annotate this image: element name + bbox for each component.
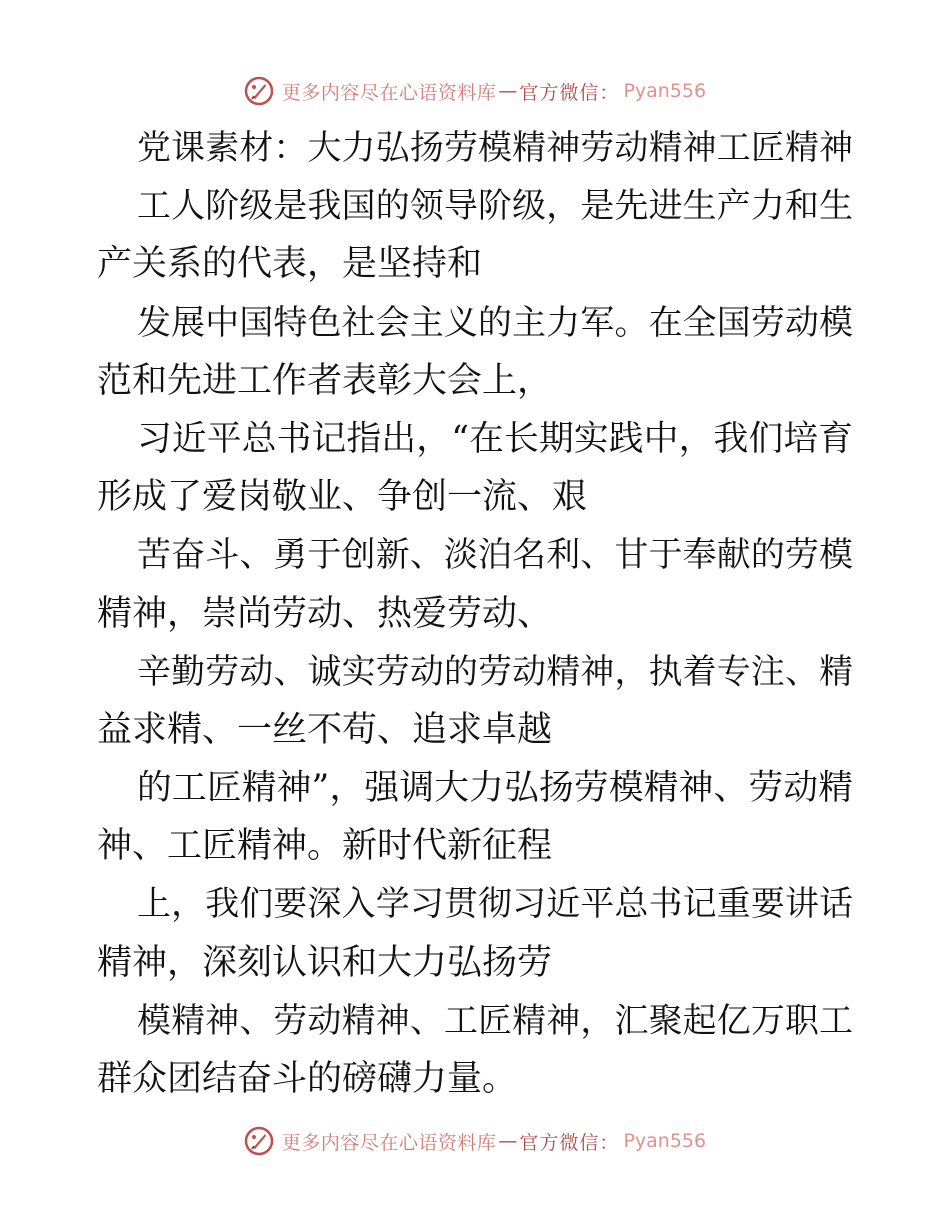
paragraph-line: 精神，崇尚劳动、热爱劳动、 — [97, 593, 553, 634]
watermark-id: Pyan556 — [623, 1130, 707, 1152]
quill-logo-icon — [244, 1126, 274, 1156]
watermark-dash: — — [498, 1130, 518, 1152]
watermark-text: 更多内容尽在心语资料库 — [281, 1131, 497, 1154]
footer-watermark — [0, 1124, 950, 1158]
paragraph-line: 益求精、一丝不苟、追求卓越 — [97, 709, 553, 750]
paragraph-line: 范和先进工作者表彰大会上， — [97, 360, 553, 401]
watermark-text: 更多内容尽在心语资料库 — [281, 81, 497, 104]
paragraph-line: 辛勤劳动、诚实劳动的劳动精神，执着专注、精 — [137, 651, 853, 691]
document-title: 党课素材：大力弘扬劳模精神劳动精神工匠精神 — [137, 128, 853, 167]
paragraph-line: 精神，深刻认识和大力弘扬劳 — [97, 942, 553, 983]
watermark-id: Pyan556 — [623, 80, 707, 102]
paragraph-line: 苦奋斗、勇于创新、淡泊名利、甘于奉献的劳模 — [137, 535, 853, 575]
paragraph-line: 形成了爱岗敬业、争创一流、艰 — [97, 477, 588, 518]
paragraph-line: 习近平总书记指出，“在长期实践中，我们培育 — [137, 418, 853, 459]
watermark-dash: — — [498, 80, 518, 102]
paragraph-line: 的工匠精神”，强调大力弘扬劳模精神、劳动精 — [137, 768, 853, 809]
paragraph-line: 产关系的代表，是坚持和 — [97, 244, 483, 285]
quill-logo-icon — [244, 76, 274, 106]
document-body — [97, 119, 853, 1108]
watermark-label: 官方微信： — [519, 1131, 620, 1154]
paragraph-line: 群众团结奋斗的磅礴力量。 — [97, 1059, 518, 1099]
paragraph-line: 神、工匠精神。新时代新征程 — [97, 826, 553, 867]
paragraph-line: 上，我们要深入学习贯彻习近平总书记重要讲话 — [137, 884, 853, 924]
header-watermark — [0, 74, 950, 108]
paragraph-line: 发展中国特色社会主义的主力军。在全国劳动模 — [137, 302, 853, 342]
watermark-label: 官方微信： — [519, 81, 620, 104]
paragraph-line: 工人阶级是我国的领导阶级，是先进生产力和生 — [137, 186, 853, 226]
paragraph-line: 模精神、劳动精神、工匠精神，汇聚起亿万职工 — [137, 1000, 853, 1040]
